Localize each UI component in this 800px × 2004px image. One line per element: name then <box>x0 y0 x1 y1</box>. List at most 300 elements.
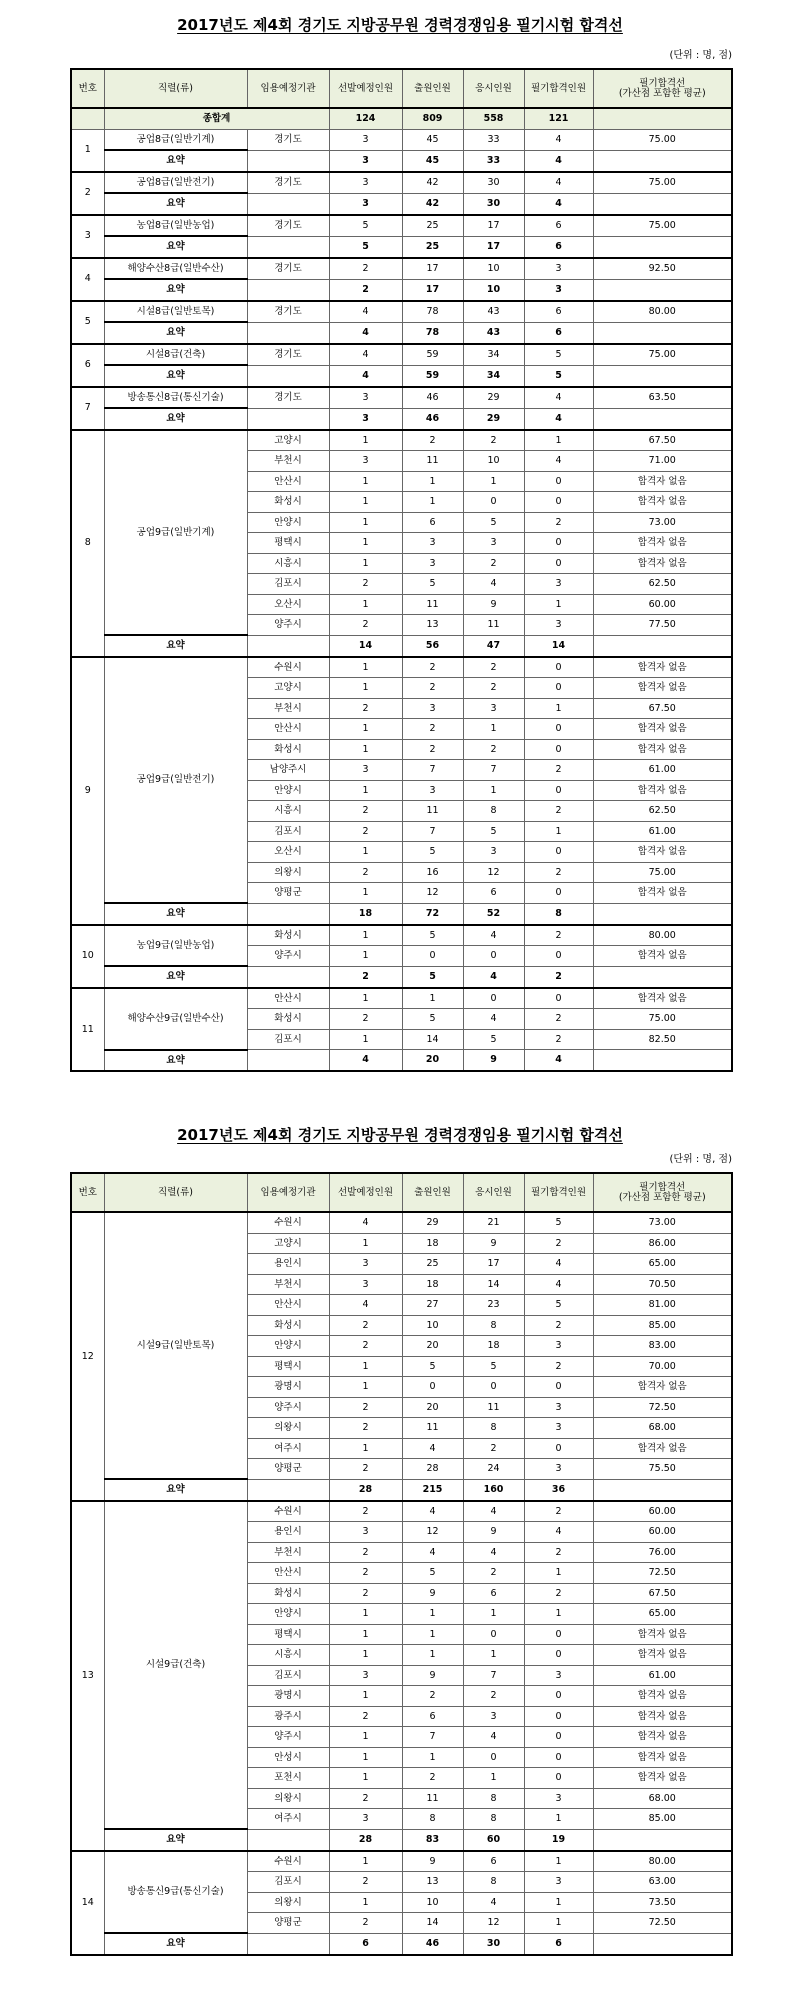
passers-value: 0 <box>524 883 593 904</box>
table-row <box>71 1212 732 1233</box>
summary-passers: 6 <box>524 236 593 258</box>
cutoff-value: 75.00 <box>593 862 732 883</box>
planned-value: 1 <box>329 1438 402 1459</box>
unit-note: (단위 : 명, 점) <box>669 50 732 61</box>
takers-value: 3 <box>463 842 524 863</box>
takers-value: 1 <box>463 1768 524 1789</box>
cutoff-value: 61.00 <box>593 821 732 842</box>
takers-value: 0 <box>463 946 524 967</box>
cutoff-value: 61.00 <box>593 760 732 781</box>
cutoff-value: 합격자 없음 <box>593 657 732 678</box>
summary-takers: 17 <box>463 236 524 258</box>
passers-value: 0 <box>524 780 593 801</box>
summary-applicants: 215 <box>402 1479 463 1501</box>
org-name: 화성시 <box>247 1315 329 1336</box>
org-name: 안산시 <box>247 471 329 492</box>
applicants-value: 1 <box>402 1747 463 1768</box>
summary-applicants: 83 <box>402 1829 463 1851</box>
org-name: 안산시 <box>247 988 329 1009</box>
planned-value: 2 <box>329 1315 402 1336</box>
cutoff-value: 75.00 <box>593 129 732 150</box>
passers-value: 2 <box>524 801 593 822</box>
cutoff-value: 75.50 <box>593 1459 732 1480</box>
passers-value: 0 <box>524 657 593 678</box>
org-name: 경기도 <box>247 172 329 194</box>
planned-value: 2 <box>329 821 402 842</box>
takers-value: 2 <box>463 1686 524 1707</box>
org-name: 양주시 <box>247 615 329 636</box>
takers-value: 7 <box>463 760 524 781</box>
cutoff-value: 65.00 <box>593 1254 732 1275</box>
summary-cutoff <box>593 236 732 258</box>
applicants-value: 7 <box>402 1727 463 1748</box>
summary-label: 요약 <box>104 1050 247 1072</box>
takers-value: 43 <box>463 301 524 323</box>
applicants-value: 4 <box>402 1542 463 1563</box>
summary-applicants: 25 <box>402 236 463 258</box>
takers-value: 23 <box>463 1295 524 1316</box>
applicants-value: 11 <box>402 801 463 822</box>
header-no: 번호 <box>71 69 104 108</box>
table-row <box>71 258 732 280</box>
summary-label: 요약 <box>104 150 247 172</box>
cutoff-value: 합격자 없음 <box>593 739 732 760</box>
summary-passers: 19 <box>524 1829 593 1851</box>
cutoff-value: 61.00 <box>593 1665 732 1686</box>
passers-value: 6 <box>524 301 593 323</box>
summary-passers: 14 <box>524 635 593 657</box>
passers-value: 0 <box>524 553 593 574</box>
takers-value: 2 <box>463 1563 524 1584</box>
summary-cutoff <box>593 279 732 301</box>
planned-value: 3 <box>329 760 402 781</box>
passers-value: 1 <box>524 1563 593 1584</box>
org-name: 안산시 <box>247 719 329 740</box>
org-name: 경기도 <box>247 258 329 280</box>
summary-planned: 2 <box>329 966 402 988</box>
summary-passers: 4 <box>524 150 593 172</box>
cutoff-value: 83.00 <box>593 1336 732 1357</box>
passers-value: 0 <box>524 492 593 513</box>
summary-org-spacer <box>247 903 329 925</box>
planned-value: 1 <box>329 946 402 967</box>
takers-value: 6 <box>463 1583 524 1604</box>
applicants-value: 9 <box>402 1583 463 1604</box>
applicants-value: 1 <box>402 1645 463 1666</box>
cutoff-value: 72.50 <box>593 1563 732 1584</box>
summary-passers: 4 <box>524 1050 593 1072</box>
summary-cutoff <box>593 322 732 344</box>
header-position: 직렬(류) <box>104 69 247 108</box>
passers-value: 1 <box>524 594 593 615</box>
cutoff-value: 합격자 없음 <box>593 1686 732 1707</box>
page-title: 2017년도 제4회 경기도 지방공무원 경력경쟁임용 필기시험 합격선 <box>177 16 623 34</box>
org-name: 양주시 <box>247 1397 329 1418</box>
takers-value: 30 <box>463 172 524 194</box>
passers-value: 5 <box>524 1212 593 1233</box>
passers-value: 3 <box>524 258 593 280</box>
org-name: 화성시 <box>247 1583 329 1604</box>
org-name: 수원시 <box>247 1501 329 1522</box>
header-passers: 필기합격인원 <box>524 69 593 108</box>
takers-value: 2 <box>463 553 524 574</box>
takers-value: 9 <box>463 1233 524 1254</box>
applicants-value: 18 <box>402 1274 463 1295</box>
planned-value: 2 <box>329 615 402 636</box>
total-planned: 124 <box>329 108 402 129</box>
position-name: 공업9급(일반기계) <box>104 430 247 636</box>
group-number: 14 <box>71 1851 104 1955</box>
planned-value: 1 <box>329 678 402 699</box>
group-number: 11 <box>71 988 104 1072</box>
org-name: 양평군 <box>247 1459 329 1480</box>
applicants-value: 4 <box>402 1438 463 1459</box>
passers-value: 2 <box>524 1583 593 1604</box>
summary-applicants: 45 <box>402 150 463 172</box>
summary-planned: 18 <box>329 903 402 925</box>
cutoff-value: 75.00 <box>593 344 732 366</box>
summary-label: 요약 <box>104 236 247 258</box>
summary-cutoff <box>593 1479 732 1501</box>
org-name: 평택시 <box>247 1356 329 1377</box>
summary-takers: 4 <box>463 966 524 988</box>
org-name: 양주시 <box>247 1727 329 1748</box>
takers-value: 5 <box>463 821 524 842</box>
planned-value: 2 <box>329 801 402 822</box>
org-name: 용인시 <box>247 1254 329 1275</box>
summary-row <box>71 279 732 301</box>
passers-value: 4 <box>524 1274 593 1295</box>
takers-value: 12 <box>463 862 524 883</box>
summary-planned: 14 <box>329 635 402 657</box>
summary-label: 요약 <box>104 966 247 988</box>
summary-planned: 4 <box>329 322 402 344</box>
passers-value: 4 <box>524 451 593 472</box>
org-name: 화성시 <box>247 492 329 513</box>
takers-value: 0 <box>463 1377 524 1398</box>
org-name: 의왕시 <box>247 862 329 883</box>
cutoff-value: 합격자 없음 <box>593 883 732 904</box>
applicants-value: 5 <box>402 842 463 863</box>
position-name: 시설9급(일반토목) <box>104 1212 247 1479</box>
takers-value: 8 <box>463 1809 524 1830</box>
takers-value: 9 <box>463 594 524 615</box>
org-name: 광주시 <box>247 1706 329 1727</box>
cutoff-value: 합격자 없음 <box>593 842 732 863</box>
summary-passers: 5 <box>524 365 593 387</box>
planned-value: 1 <box>329 1356 402 1377</box>
header-no: 번호 <box>71 1173 104 1212</box>
position-name: 해양수산8급(일반수산) <box>104 258 247 280</box>
summary-cutoff <box>593 150 732 172</box>
takers-value: 1 <box>463 471 524 492</box>
applicants-value: 12 <box>402 883 463 904</box>
takers-value: 21 <box>463 1212 524 1233</box>
summary-takers: 29 <box>463 408 524 430</box>
planned-value: 2 <box>329 1913 402 1934</box>
takers-value: 1 <box>463 719 524 740</box>
planned-value: 3 <box>329 451 402 472</box>
org-name: 화성시 <box>247 925 329 946</box>
passers-value: 0 <box>524 471 593 492</box>
passers-value: 1 <box>524 430 593 451</box>
planned-value: 1 <box>329 471 402 492</box>
applicants-value: 20 <box>402 1397 463 1418</box>
takers-value: 10 <box>463 451 524 472</box>
group-number: 10 <box>71 925 104 988</box>
summary-label: 요약 <box>104 193 247 215</box>
org-name: 김포시 <box>247 1665 329 1686</box>
position-name: 방송통신9급(통신기술) <box>104 1851 247 1934</box>
table-row <box>71 988 732 1009</box>
org-name: 안산시 <box>247 1295 329 1316</box>
summary-planned: 3 <box>329 150 402 172</box>
summary-takers: 43 <box>463 322 524 344</box>
applicants-value: 11 <box>402 1788 463 1809</box>
passers-value: 0 <box>524 1727 593 1748</box>
table-row <box>71 344 732 366</box>
applicants-value: 16 <box>402 862 463 883</box>
position-name: 공업8급(일반전기) <box>104 172 247 194</box>
passers-value: 3 <box>524 1665 593 1686</box>
planned-value: 1 <box>329 533 402 554</box>
passers-value: 4 <box>524 387 593 409</box>
cutoff-value: 합격자 없음 <box>593 1645 732 1666</box>
cutoff-value: 75.00 <box>593 1009 732 1030</box>
org-name: 의왕시 <box>247 1418 329 1439</box>
cutoff-value: 합격자 없음 <box>593 719 732 740</box>
org-name: 김포시 <box>247 821 329 842</box>
takers-value: 7 <box>463 1665 524 1686</box>
group-number: 9 <box>71 657 104 925</box>
passers-value: 3 <box>524 1459 593 1480</box>
passers-value: 3 <box>524 1788 593 1809</box>
planned-value: 1 <box>329 1851 402 1872</box>
cutoff-value: 합격자 없음 <box>593 988 732 1009</box>
org-name: 의왕시 <box>247 1788 329 1809</box>
passers-value: 0 <box>524 1686 593 1707</box>
summary-planned: 3 <box>329 408 402 430</box>
applicants-value: 13 <box>402 1872 463 1893</box>
applicants-value: 25 <box>402 215 463 237</box>
passers-value: 0 <box>524 1747 593 1768</box>
takers-value: 4 <box>463 1892 524 1913</box>
takers-value: 24 <box>463 1459 524 1480</box>
cutoff-value: 86.00 <box>593 1233 732 1254</box>
passers-value: 0 <box>524 719 593 740</box>
org-name: 양평군 <box>247 883 329 904</box>
passers-value: 0 <box>524 988 593 1009</box>
takers-value: 0 <box>463 1624 524 1645</box>
applicants-value: 1 <box>402 1604 463 1625</box>
summary-cutoff <box>593 1050 732 1072</box>
planned-value: 1 <box>329 1892 402 1913</box>
total-label: 종합계 <box>104 108 329 129</box>
table-row <box>71 1501 732 1522</box>
applicants-value: 2 <box>402 1686 463 1707</box>
summary-cutoff <box>593 365 732 387</box>
summary-cutoff <box>593 1829 732 1851</box>
summary-passers: 3 <box>524 279 593 301</box>
takers-value: 4 <box>463 574 524 595</box>
planned-value: 1 <box>329 1645 402 1666</box>
applicants-value: 14 <box>402 1029 463 1050</box>
takers-value: 4 <box>463 1501 524 1522</box>
org-name: 안양시 <box>247 512 329 533</box>
applicants-value: 7 <box>402 821 463 842</box>
takers-value: 2 <box>463 1438 524 1459</box>
org-name: 고양시 <box>247 430 329 451</box>
position-name: 시설8급(일반토목) <box>104 301 247 323</box>
planned-value: 1 <box>329 780 402 801</box>
header-cutoff: 필기합격선 (가산점 포함한 평균) <box>593 69 732 108</box>
planned-value: 2 <box>329 1009 402 1030</box>
applicants-value: 5 <box>402 574 463 595</box>
summary-planned: 5 <box>329 236 402 258</box>
summary-label: 요약 <box>104 1933 247 1955</box>
planned-value: 4 <box>329 1295 402 1316</box>
cutoff-value: 62.50 <box>593 801 732 822</box>
cutoff-value: 67.50 <box>593 698 732 719</box>
summary-cutoff <box>593 966 732 988</box>
planned-value: 5 <box>329 215 402 237</box>
passers-value: 3 <box>524 1397 593 1418</box>
summary-takers: 10 <box>463 279 524 301</box>
summary-label: 요약 <box>104 322 247 344</box>
passers-value: 3 <box>524 1872 593 1893</box>
org-name: 오산시 <box>247 594 329 615</box>
passers-value: 5 <box>524 344 593 366</box>
applicants-value: 3 <box>402 533 463 554</box>
cutoff-value: 72.50 <box>593 1397 732 1418</box>
cutoff-value: 합격자 없음 <box>593 492 732 513</box>
cutoff-value: 60.00 <box>593 1522 732 1543</box>
applicants-value: 1 <box>402 988 463 1009</box>
group-number: 5 <box>71 301 104 344</box>
page-title-2: 2017년도 제4회 경기도 지방공무원 경력경쟁임용 필기시험 합격선 <box>177 1126 623 1144</box>
passers-value: 0 <box>524 842 593 863</box>
summary-cutoff <box>593 193 732 215</box>
planned-value: 1 <box>329 1029 402 1050</box>
applicants-value: 10 <box>402 1315 463 1336</box>
cutoff-value: 62.50 <box>593 574 732 595</box>
table-row <box>71 430 732 451</box>
summary-takers: 9 <box>463 1050 524 1072</box>
takers-value: 0 <box>463 1747 524 1768</box>
org-name: 경기도 <box>247 215 329 237</box>
summary-takers: 52 <box>463 903 524 925</box>
takers-value: 8 <box>463 1418 524 1439</box>
planned-value: 4 <box>329 344 402 366</box>
table-row <box>71 387 732 409</box>
passers-value: 3 <box>524 574 593 595</box>
cutoff-value: 63.00 <box>593 1872 732 1893</box>
header-applicants: 출원인원 <box>402 1173 463 1212</box>
summary-org-spacer <box>247 966 329 988</box>
org-name: 양주시 <box>247 946 329 967</box>
org-name: 평택시 <box>247 1624 329 1645</box>
cutoff-value: 68.00 <box>593 1788 732 1809</box>
passers-value: 1 <box>524 1809 593 1830</box>
applicants-value: 45 <box>402 129 463 150</box>
takers-value: 6 <box>463 883 524 904</box>
planned-value: 1 <box>329 1377 402 1398</box>
position-name: 농업9급(일반농업) <box>104 925 247 967</box>
takers-value: 6 <box>463 1851 524 1872</box>
org-name: 안양시 <box>247 1604 329 1625</box>
summary-applicants: 17 <box>402 279 463 301</box>
summary-org-spacer <box>247 1829 329 1851</box>
planned-value: 2 <box>329 1336 402 1357</box>
takers-value: 0 <box>463 988 524 1009</box>
cutoff-value: 합격자 없음 <box>593 1747 732 1768</box>
planned-value: 2 <box>329 1459 402 1480</box>
summary-applicants: 59 <box>402 365 463 387</box>
planned-value: 2 <box>329 574 402 595</box>
planned-value: 1 <box>329 1624 402 1645</box>
total-spacer <box>71 108 104 129</box>
table-row <box>71 129 732 150</box>
group-number: 13 <box>71 1501 104 1851</box>
cutoff-value: 76.00 <box>593 1542 732 1563</box>
passers-value: 2 <box>524 1029 593 1050</box>
org-name: 부천시 <box>247 698 329 719</box>
position-name: 공업8급(일반기계) <box>104 129 247 150</box>
passers-value: 0 <box>524 1624 593 1645</box>
summary-label: 요약 <box>104 279 247 301</box>
planned-value: 3 <box>329 1274 402 1295</box>
summary-planned: 28 <box>329 1829 402 1851</box>
results-table-2 <box>70 1172 733 1956</box>
group-number: 1 <box>71 129 104 172</box>
applicants-value: 2 <box>402 430 463 451</box>
org-name: 여주시 <box>247 1438 329 1459</box>
summary-row <box>71 1933 732 1955</box>
summary-takers: 30 <box>463 1933 524 1955</box>
passers-value: 0 <box>524 946 593 967</box>
takers-value: 2 <box>463 678 524 699</box>
planned-value: 1 <box>329 842 402 863</box>
cutoff-value: 합격자 없음 <box>593 1438 732 1459</box>
org-name: 시흥시 <box>247 801 329 822</box>
planned-value: 1 <box>329 925 402 946</box>
group-number: 7 <box>71 387 104 430</box>
takers-value: 18 <box>463 1336 524 1357</box>
position-name: 방송통신8급(통신기술) <box>104 387 247 409</box>
org-name: 고양시 <box>247 678 329 699</box>
position-name: 해양수산9급(일반수산) <box>104 988 247 1050</box>
planned-value: 1 <box>329 1747 402 1768</box>
org-name: 수원시 <box>247 1212 329 1233</box>
planned-value: 2 <box>329 1583 402 1604</box>
org-name: 안양시 <box>247 780 329 801</box>
cutoff-value: 합격자 없음 <box>593 1377 732 1398</box>
total-takers: 558 <box>463 108 524 129</box>
summary-org-spacer <box>247 193 329 215</box>
passers-value: 6 <box>524 215 593 237</box>
summary-cutoff <box>593 408 732 430</box>
planned-value: 1 <box>329 553 402 574</box>
planned-value: 3 <box>329 387 402 409</box>
summary-label: 요약 <box>104 408 247 430</box>
summary-takers: 34 <box>463 365 524 387</box>
cutoff-value: 75.00 <box>593 215 732 237</box>
passers-value: 2 <box>524 1315 593 1336</box>
org-name: 경기도 <box>247 301 329 323</box>
summary-passers: 36 <box>524 1479 593 1501</box>
planned-value: 1 <box>329 657 402 678</box>
summary-row <box>71 322 732 344</box>
